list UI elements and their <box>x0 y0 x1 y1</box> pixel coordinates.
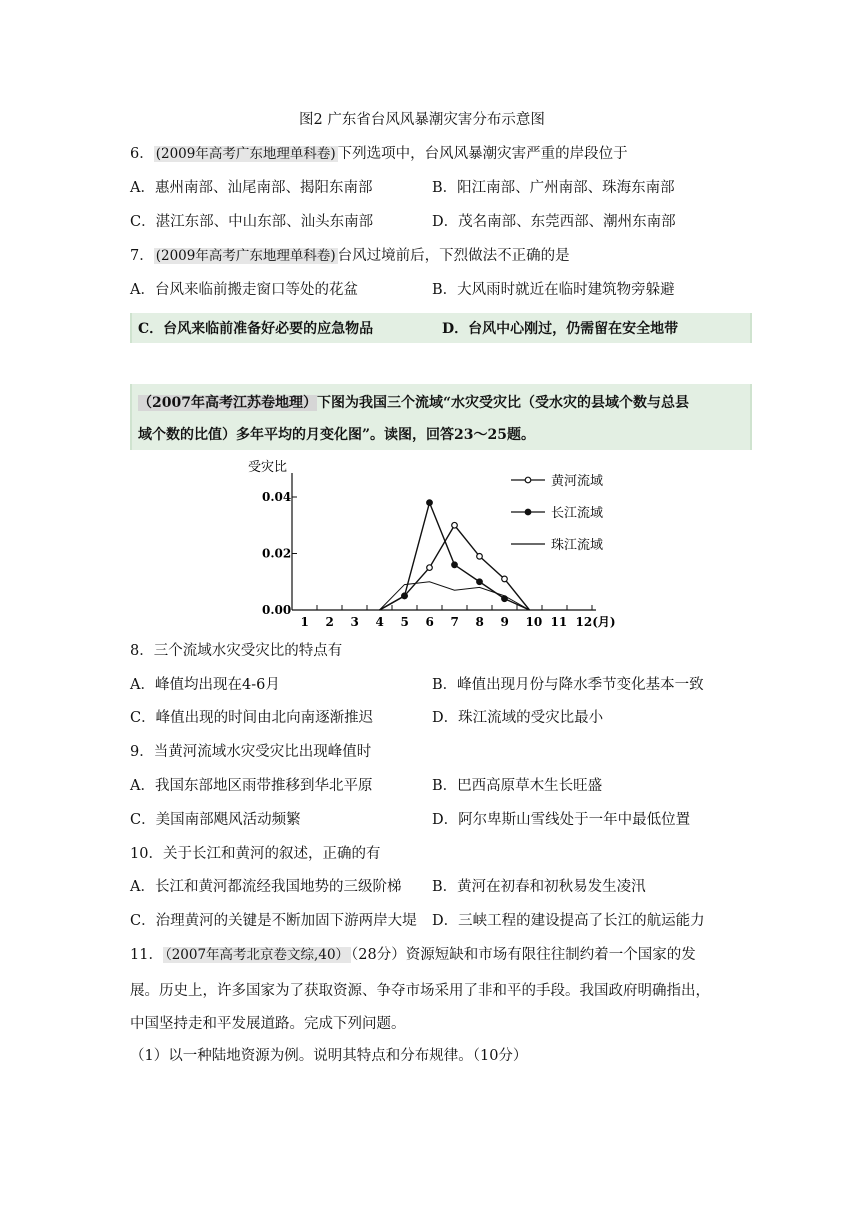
y-tick-label: 0.02 <box>262 546 292 561</box>
question-8-option-c: C．峰值出现的时间由北向南逐渐推迟 <box>130 710 374 726</box>
question-6-stem <box>130 144 628 164</box>
question-7-option-b: B．大风雨时就近在临时建筑物旁躲避 <box>432 282 675 298</box>
question-10-option-c: C．治理黄河的关键是不断加固下游两岸大堤 <box>130 913 417 929</box>
question-source: (2009年高考广东地理单科卷) <box>155 248 336 264</box>
question-text: 台风过境前后，下烈做法不正确的是 <box>337 248 570 264</box>
question-source: （2007年高考北京卷文综,40） <box>164 947 350 963</box>
x-tick-label: 9 <box>500 615 509 629</box>
series-2-point <box>477 579 483 585</box>
question-text: 下列选项中，台风风暴潮灾害严重的岸段位于 <box>337 146 628 162</box>
question-10-option-d: D．三峡工程的建设提高了长江的航运能力 <box>432 913 705 929</box>
question-8-stem: 8．三个流域水灾受灾比的特点有 <box>130 643 343 659</box>
x-tick-label: 7 <box>450 615 459 629</box>
question-6-option-a: A．惠州南部、汕尾南部、揭阳东南部 <box>130 180 373 196</box>
question-10-option-b: B．黄河在初春和初秋易发生凌汛 <box>432 879 646 895</box>
x-tick-label: 2 <box>325 615 334 629</box>
y-axis-label: 受灾比 <box>248 460 288 475</box>
series-2-point <box>402 593 408 599</box>
question-9-option-b: B．巴西高原草木生长旺盛 <box>432 778 603 794</box>
x-tick-label: 3 <box>350 615 359 629</box>
intro-source: （2007年高考江苏卷地理） <box>138 395 317 411</box>
question-6-option-d: D．茂名南部、东莞西部、潮州东南部 <box>432 214 676 230</box>
series-1-point <box>427 565 433 571</box>
question-6-option-b: B．阳江南部、广州南部、珠海东南部 <box>432 180 675 196</box>
question-7-option-a: A．台风来临前搬走窗口等处的花盆 <box>130 282 358 298</box>
legend-swatch-marker <box>525 509 531 515</box>
question-11-line-2: 展。历史上，许多国家为了获取资源、争夺市场采用了非和平的手段。我国政府明确指出， <box>130 983 710 999</box>
question-6-option-c: C．湛江东部、中山东部、汕头东南部 <box>130 214 374 230</box>
question-10-stem: 10．关于长江和黄河的叙述，正确的有 <box>130 846 381 862</box>
y-tick-label: 0.00 <box>262 603 292 617</box>
question-number: 7． <box>130 248 154 264</box>
x-tick-label: 1 <box>300 615 309 629</box>
question-9-stem: 9．当黄河流域水灾受灾比出现峰值时 <box>130 744 372 760</box>
legend-label: 珠江流域 <box>551 538 604 553</box>
question-number: 6． <box>130 146 154 162</box>
series-1-point <box>477 554 483 560</box>
question-11-sub-1: （1）以一种陆地资源为例。说明其特点和分布规律。（10分） <box>130 1048 528 1064</box>
legend-label: 长江流域 <box>551 506 604 521</box>
series-1-point <box>452 522 458 528</box>
flood-ratio-line-chart <box>248 455 648 635</box>
question-7-highlight-band <box>130 313 752 343</box>
series-2-point <box>452 562 458 568</box>
x-tick-label: 10 <box>525 615 543 629</box>
question-9-option-a: A．我国东部地区雨带推移到华北平原 <box>130 778 373 794</box>
x-tick-label: 6 <box>425 615 434 629</box>
question-9-option-c: C．美国南部飓风活动频繁 <box>130 812 301 828</box>
x-tick-label: 8 <box>475 615 484 629</box>
question-7-option-d: D．台风中心刚过，仍需留在安全地带 <box>442 321 679 337</box>
legend-label: 黄河流域 <box>551 474 604 489</box>
intro-text-1: 下图为我国三个流域“水灾受灾比（受水灾的县域个数与总县 <box>316 395 690 411</box>
question-9-option-d: D．阿尔卑斯山雪线处于一年中最低位置 <box>432 812 691 828</box>
x-tick-label: 5 <box>400 615 409 629</box>
question-number: 11． <box>130 947 163 963</box>
legend-swatch-marker <box>525 477 531 483</box>
question-source: (2009年高考广东地理单科卷) <box>155 146 336 162</box>
chart-intro-line-2: 域个数的比值）多年平均的月变化图”。读图，回答23～25题。 <box>138 427 536 443</box>
question-text: （28分）资源短缺和市场有限往往制约着一个国家的发 <box>351 947 696 963</box>
chart-intro-band <box>130 384 752 450</box>
chart-intro-line-1 <box>138 392 689 412</box>
x-tick-label: 4 <box>375 615 384 629</box>
question-8-option-d: D．珠江流域的受灾比最小 <box>432 710 604 726</box>
y-tick-label: 0.04 <box>262 490 292 504</box>
question-11-line-1 <box>130 945 696 965</box>
series-2-point <box>427 500 433 506</box>
x-tick-label: 12(月) <box>575 615 616 629</box>
series-1-point <box>502 576 508 582</box>
question-8-option-a: A．峰值均出现在4-6月 <box>130 677 280 693</box>
question-8-option-b: B．峰值出现月份与降水季节变化基本一致 <box>432 677 704 693</box>
question-10-option-a: A．长江和黄河都流经我国地势的三级阶梯 <box>130 879 402 895</box>
x-tick-label: 11 <box>550 615 568 629</box>
question-7-stem <box>130 246 570 266</box>
chart-plot-area <box>248 459 616 629</box>
question-11-line-3: 中国坚持走和平发展道路。完成下列问题。 <box>130 1016 406 1032</box>
figure-caption: 图2 广东省台风风暴潮灾害分布示意图 <box>299 112 545 128</box>
question-7-option-c: C．台风来临前准备好必要的应急物品 <box>138 321 374 337</box>
